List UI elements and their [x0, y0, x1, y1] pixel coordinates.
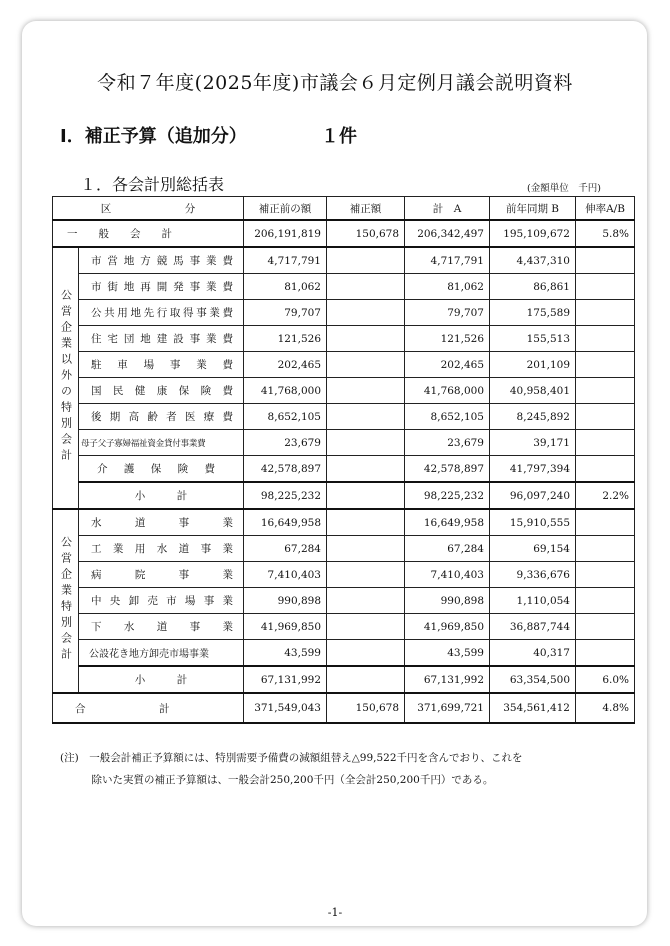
cell-ratio	[576, 614, 635, 640]
row-label: 母子父子寡婦福祉資金貸付事業費	[79, 430, 244, 456]
cell-before: 371,549,043	[244, 693, 327, 723]
table-row	[53, 509, 635, 536]
table-row	[53, 536, 635, 562]
row-label: 病院事業	[79, 562, 244, 588]
cell-total: 98,225,232	[405, 482, 490, 509]
cell-total: 7,410,403	[405, 562, 490, 588]
table-row	[53, 247, 635, 274]
cell-total: 371,699,721	[405, 693, 490, 723]
cell-before: 7,410,403	[244, 562, 327, 588]
cell-amount: 150,678	[327, 220, 405, 247]
row-label: 中央卸売市場事業	[79, 588, 244, 614]
cell-ratio: 5.8%	[576, 220, 635, 247]
cell-total: 67,284	[405, 536, 490, 562]
cell-amount	[327, 456, 405, 483]
cell-amount	[327, 614, 405, 640]
cell-total: 121,526	[405, 326, 490, 352]
cell-amount	[327, 300, 405, 326]
cell-prev: 96,097,240	[490, 482, 576, 509]
row-label: 小 計	[79, 666, 244, 693]
table-row	[53, 404, 635, 430]
cell-before: 67,131,992	[244, 666, 327, 693]
cell-amount	[327, 536, 405, 562]
general-account-row	[53, 220, 635, 247]
header-before: 補正前の額	[244, 197, 327, 221]
cell-before: 81,062	[244, 274, 327, 300]
cell-before: 79,707	[244, 300, 327, 326]
cell-amount	[327, 326, 405, 352]
subsection-heading: １．各会計別総括表	[80, 175, 225, 194]
cell-ratio	[576, 247, 635, 274]
header-category: 区 分	[53, 197, 244, 221]
cell-ratio	[576, 536, 635, 562]
cell-before: 8,652,105	[244, 404, 327, 430]
header-total: 計 A	[405, 197, 490, 221]
row-label: 介護保険費	[79, 456, 244, 483]
cell-prev: 201,109	[490, 352, 576, 378]
cell-amount: 150,678	[327, 693, 405, 723]
table-row	[53, 352, 635, 378]
note-line-2: 除いた実質の補正予算額は、一般会計250,200千円（全会計250,200千円）である。	[60, 774, 494, 786]
row-label: 下水道事業	[79, 614, 244, 640]
summary-table	[52, 196, 635, 724]
cell-total: 41,969,850	[405, 614, 490, 640]
cell-prev: 69,154	[490, 536, 576, 562]
cell-ratio	[576, 404, 635, 430]
cell-before: 42,578,897	[244, 456, 327, 483]
cell-before: 23,679	[244, 430, 327, 456]
header-prev: 前年同期 B	[490, 197, 576, 221]
cell-before: 990,898	[244, 588, 327, 614]
cell-before: 43,599	[244, 640, 327, 667]
general-label: 一 般 会 計	[53, 220, 244, 247]
section-count: １件	[321, 126, 357, 147]
row-label: 駐車場事業費	[79, 352, 244, 378]
table-header-row	[53, 197, 635, 221]
cell-ratio	[576, 326, 635, 352]
row-label: 公設花き地方卸売市場事業	[79, 640, 244, 667]
cell-total: 42,578,897	[405, 456, 490, 483]
cell-prev: 41,797,394	[490, 456, 576, 483]
cell-prev: 40,958,401	[490, 378, 576, 404]
note-line-1: (注) 一般会計補正予算額には、特別需要予備費の減額組替え△99,522千円を含んでおり、これを	[60, 752, 523, 764]
cell-prev: 1,110,054	[490, 588, 576, 614]
cell-before: 41,969,850	[244, 614, 327, 640]
cell-ratio	[576, 456, 635, 483]
cell-total: 41,768,000	[405, 378, 490, 404]
row-label: 後期高齢者医療費	[79, 404, 244, 430]
cell-prev: 63,354,500	[490, 666, 576, 693]
table-row	[53, 430, 635, 456]
table-row	[53, 300, 635, 326]
subtotal-row	[53, 666, 635, 693]
row-label: 公共用地先行取得事業費	[79, 300, 244, 326]
cell-ratio	[576, 588, 635, 614]
cell-ratio	[576, 509, 635, 536]
table-row	[53, 614, 635, 640]
subtotal-row	[53, 482, 635, 509]
cell-total: 79,707	[405, 300, 490, 326]
row-label: 工業用水道事業	[79, 536, 244, 562]
page-number: -1-	[327, 906, 343, 919]
table-row	[53, 274, 635, 300]
cell-ratio	[576, 640, 635, 667]
cell-amount	[327, 562, 405, 588]
row-label: 市営地方競馬事業費	[79, 247, 244, 274]
cell-prev: 9,336,676	[490, 562, 576, 588]
row-label: 市街地再開発事業費	[79, 274, 244, 300]
cell-prev: 36,887,744	[490, 614, 576, 640]
grand-total-row	[53, 693, 635, 723]
cell-total: 67,131,992	[405, 666, 490, 693]
cell-before: 41,768,000	[244, 378, 327, 404]
cell-amount	[327, 509, 405, 536]
document-title: 令和７年度(2025年度)市議会６月定例月議会説明資料	[97, 72, 573, 94]
cell-ratio	[576, 300, 635, 326]
cell-amount	[327, 378, 405, 404]
cell-before: 16,649,958	[244, 509, 327, 536]
cell-before: 4,717,791	[244, 247, 327, 274]
cell-before: 121,526	[244, 326, 327, 352]
cell-amount	[327, 274, 405, 300]
cell-prev: 4,437,310	[490, 247, 576, 274]
cell-total: 4,717,791	[405, 247, 490, 274]
cell-before: 202,465	[244, 352, 327, 378]
cell-amount	[327, 352, 405, 378]
cell-prev: 15,910,555	[490, 509, 576, 536]
cell-amount	[327, 430, 405, 456]
table-row	[53, 588, 635, 614]
cell-ratio	[576, 274, 635, 300]
cell-total: 43,599	[405, 640, 490, 667]
cell-amount	[327, 640, 405, 667]
cell-total: 81,062	[405, 274, 490, 300]
table-row	[53, 456, 635, 483]
cell-prev: 39,171	[490, 430, 576, 456]
row-label: 国民健康保険費	[79, 378, 244, 404]
cell-amount	[327, 588, 405, 614]
table-row	[53, 562, 635, 588]
cell-total: 206,342,497	[405, 220, 490, 247]
cell-amount	[327, 666, 405, 693]
cell-total: 990,898	[405, 588, 490, 614]
table-row	[53, 640, 635, 667]
cell-total: 23,679	[405, 430, 490, 456]
cell-amount	[327, 404, 405, 430]
grand-total-label: 合 計	[53, 693, 244, 723]
cell-before: 67,284	[244, 536, 327, 562]
cell-before: 206,191,819	[244, 220, 327, 247]
cell-amount	[327, 247, 405, 274]
cell-ratio: 4.8%	[576, 693, 635, 723]
section-heading: Ⅰ．補正予算（追加分）	[60, 126, 247, 147]
cell-before: 98,225,232	[244, 482, 327, 509]
cell-ratio	[576, 430, 635, 456]
row-label: 小 計	[79, 482, 244, 509]
cell-total: 16,649,958	[405, 509, 490, 536]
row-label: 水道事業	[79, 509, 244, 536]
table-row	[53, 378, 635, 404]
header-ratio: 伸率A/B	[576, 197, 635, 221]
cell-prev: 175,589	[490, 300, 576, 326]
cell-prev: 354,561,412	[490, 693, 576, 723]
cell-ratio	[576, 378, 635, 404]
cell-amount	[327, 482, 405, 509]
cell-ratio: 6.0%	[576, 666, 635, 693]
group2-label: 公営企業特別会計	[53, 509, 79, 693]
cell-prev: 40,317	[490, 640, 576, 667]
cell-ratio	[576, 562, 635, 588]
cell-total: 8,652,105	[405, 404, 490, 430]
cell-prev: 155,513	[490, 326, 576, 352]
unit-note: (金額単位 千円)	[527, 183, 601, 194]
header-amount: 補正額	[327, 197, 405, 221]
row-label: 住宅団地建設事業費	[79, 326, 244, 352]
cell-prev: 195,109,672	[490, 220, 576, 247]
table-row	[53, 326, 635, 352]
cell-ratio: 2.2%	[576, 482, 635, 509]
group1-label: 公営企業以外の特別会計	[53, 247, 79, 509]
cell-prev: 86,861	[490, 274, 576, 300]
cell-prev: 8,245,892	[490, 404, 576, 430]
cell-ratio	[576, 352, 635, 378]
cell-total: 202,465	[405, 352, 490, 378]
